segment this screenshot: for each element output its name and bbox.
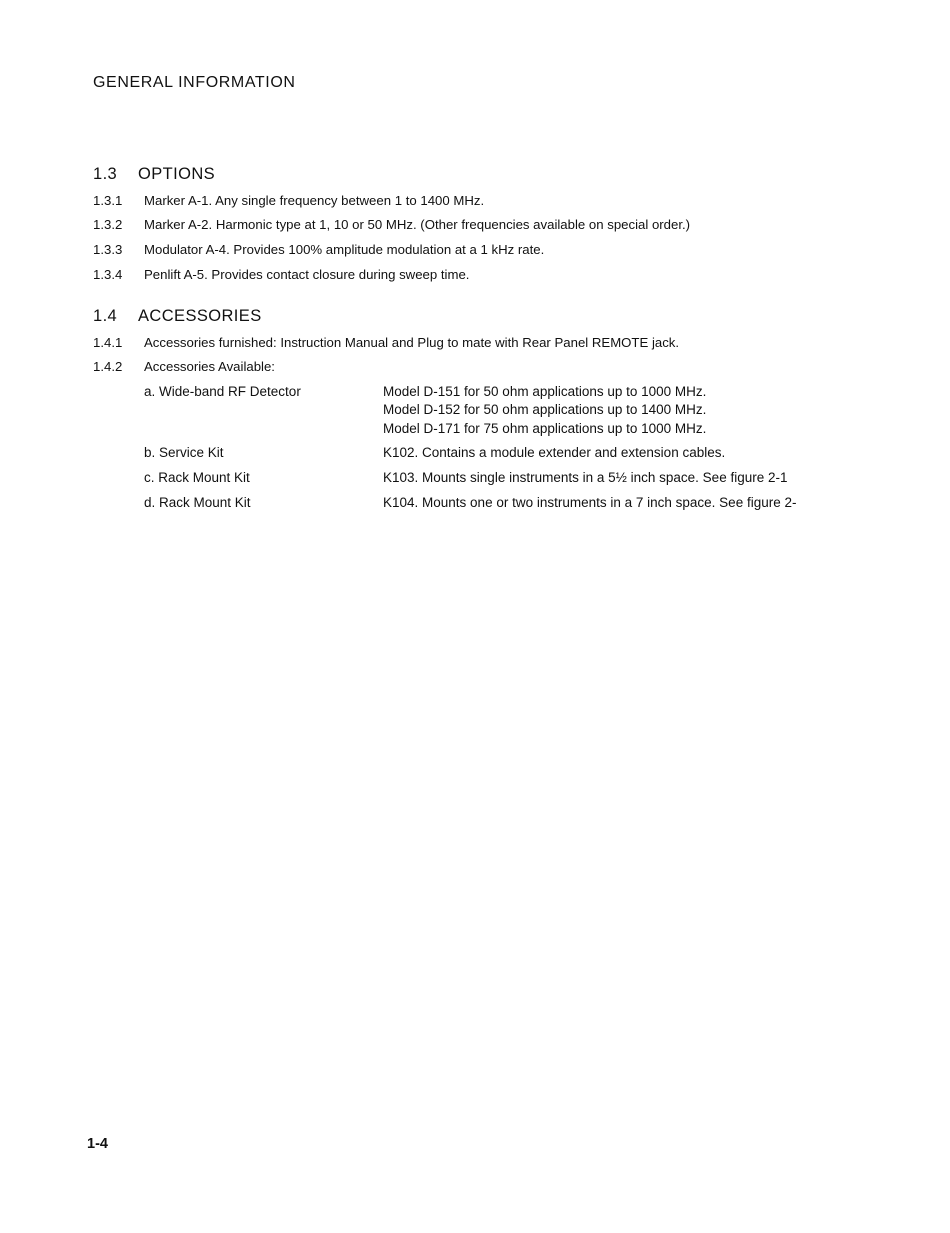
running-head: GENERAL INFORMATION	[93, 74, 296, 91]
item-text: Modulator A-4. Provides 100% amplitude modulation at a 1 kHz rate.	[144, 242, 545, 257]
manual-page: GENERAL INFORMATION 1.3 OPTIONS 1.3.1 Marker A-1. Any single frequency between 1 to 1400 MHz. 1.3.2 Marker A-2. Harmonic type at 1, 10 or 50 MHz. (Other frequencies available on special order.) 1.3.3 Modulator A-4. Provides 100% amplitude modulation at a 1 kHz rate. 1.3.4 Penlift A-5. Provides contact closure during sweep time. 1.4 ACCESSORIES 1.4.1 Accessories furnished: Instruction Manual and Plug to mate with Rear Panel REMOTE jack. 1.4.2 Accessories Available: a. Wide-band RF Detector Model D-151 for 50 ohm applications up to 1000 MHz. Model D-152 for 50 ohm applications up to 1400 MHz. Model D-171 for 75 ohm applications up to 1000 MHz. b. Service Kit K102. Contains a module extender and extension cables. c. Rack Mount Kit K103. Mounts single instruments in a 5½ inch space. See figure 2-1 d. Rack Mount Kit K104. Mounts one or two instruments in a 7 inch space. See figure 2- 1-4	[87, 74, 797, 1152]
item-text: Marker A-1. Any single frequency between 1 to 1400 MHz.	[144, 193, 485, 208]
item-number: 1.3.3	[93, 242, 123, 257]
accessory-description: K102. Contains a module extender and extension cables.	[383, 445, 726, 460]
accessory-description: Model D-151 for 50 ohm applications up to 1000 MHz.	[383, 384, 707, 399]
item-number: 1.3.4	[93, 267, 123, 282]
item-number: 1.3.1	[93, 193, 123, 208]
section-title: ACCESSORIES	[138, 307, 262, 325]
item-text: Marker A-2. Harmonic type at 1, 10 or 50 MHz. (Other frequencies available on special order.)	[144, 217, 691, 232]
section-heading-options	[93, 165, 215, 184]
accessory-description: Model D-171 for 75 ohm applications up to 1000 MHz.	[383, 421, 707, 436]
section-number: 1.3	[93, 165, 118, 183]
item-number: 1.4.2	[93, 359, 123, 374]
accessory-description: K103. Mounts single instruments in a 5½ inch space. See figure 2-1	[383, 470, 788, 485]
item-text: Accessories furnished: Instruction Manual and Plug to mate with Rear Panel REMOTE jack.	[144, 335, 680, 350]
section-number: 1.4	[93, 307, 118, 325]
item-number: 1.3.2	[93, 217, 123, 232]
accessory-description: K104. Mounts one or two instruments in a 7 inch space. See figure 2-	[383, 495, 797, 510]
item-number: 1.4.1	[93, 335, 123, 350]
accessory-description: Model D-152 for 50 ohm applications up to 1400 MHz.	[383, 402, 707, 417]
section-title: OPTIONS	[138, 165, 216, 183]
section-heading-accessories	[93, 307, 262, 326]
page-number: 1-4	[87, 1136, 108, 1152]
item-text: Accessories Available:	[144, 359, 275, 374]
item-text: Penlift A-5. Provides contact closure during sweep time.	[144, 267, 470, 282]
